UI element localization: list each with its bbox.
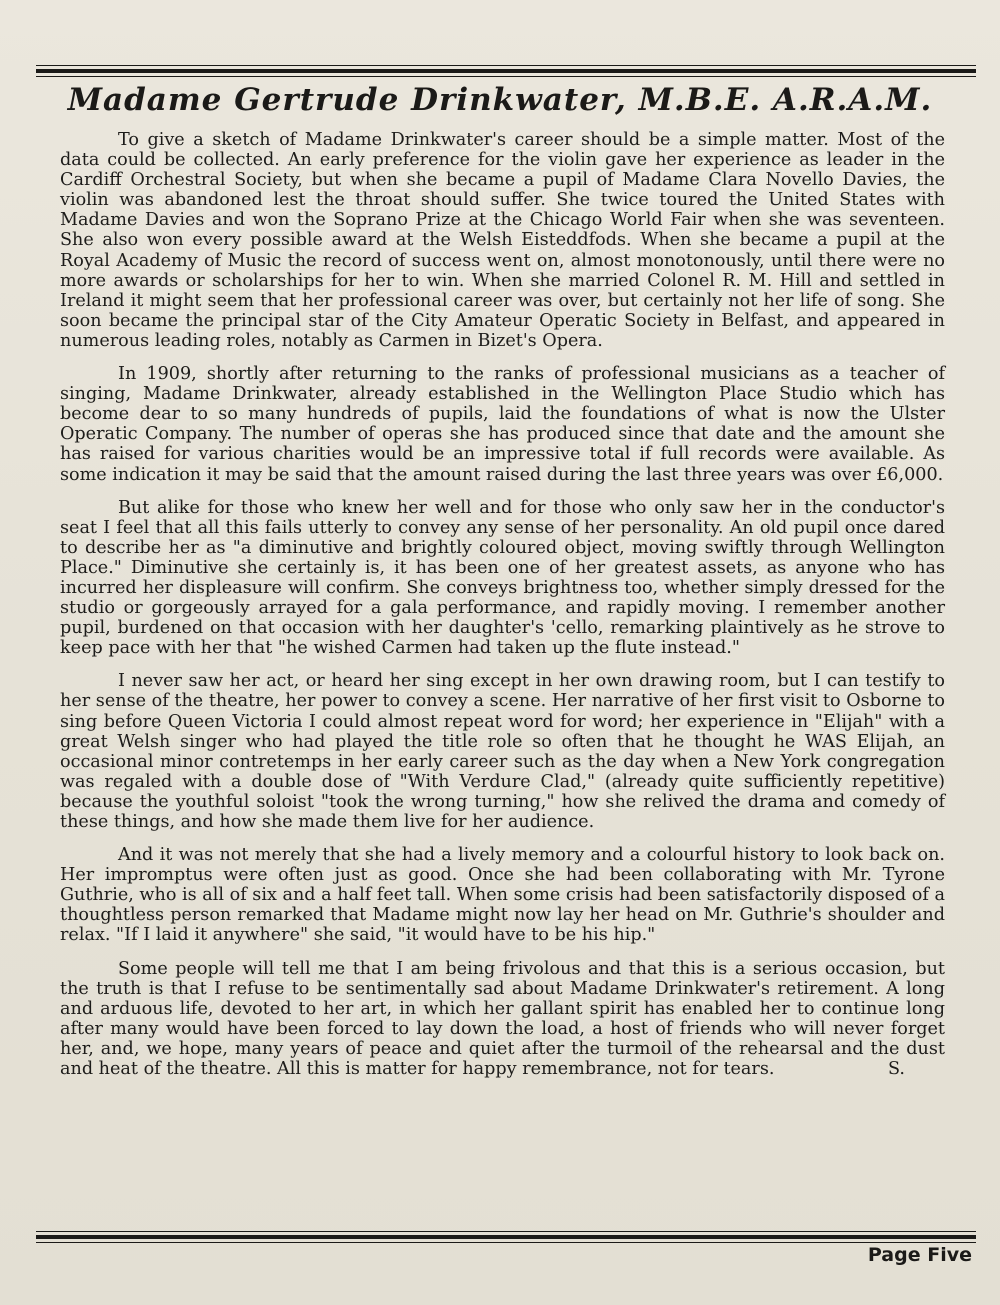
article-body xyxy=(60,130,945,1092)
paragraph-2: In 1909, shortly after returning to the ranks of professional musicians as a teacher of singing, Madame Drinkwater, already established in the Wellington Place Studio which has become dear to so many hundreds of pupils, laid the foundations of what is now the Ulster Operatic Company. The number of operas she has produced since that date and the amount she has raised for various charities would be an impressive total if full records were available. As some indication it may be said that the amount raised during the last three years was over £6,000. xyxy=(60,364,945,485)
bottom-rule xyxy=(36,1228,976,1243)
author-signature: S. xyxy=(887,1059,905,1080)
article-title: Madame Gertrude Drinkwater, M.B.E. A.R.A.M. xyxy=(67,82,933,118)
page-number: Page Five xyxy=(867,1244,972,1266)
paragraph-6-text: Some people will tell me that I am being frivolous and that this is a serious occasion, but the truth is that I refuse to be sentimentally sad about Madame Drinkwater's retirement. A long and arduous life, devoted to her art, in which her gallant spirit has enabled her to continue long after many would have been forced to lay down the load, a host of friends who will never forget her, and, we hope, many years of peace and quiet after the turmoil of the rehearsal and the dust and heat of the theatre. All this is matter for happy remembrance, not for tears. xyxy=(60,958,945,1080)
top-rule xyxy=(36,62,976,77)
paragraph-1: To give a sketch of Madame Drinkwater's career should be a simple matter. Most of the data could be collected. An early preference for the violin gave her experience as leader in the Cardiff Orchestral Society, but when she became a pupil of Madame Clara Novello Davies, the violin was abandoned lest the throat should suffer. She twice toured the United States with Madame Davies and won the Soprano Prize at the Chicago World Fair when she was seventeen. She also won every possible award at the Welsh Eisteddfods. When she became a pupil at the Royal Academy of Music the record of success went on, almost monotonously, until there were no more awards or scholarships for her to win. When she married Colonel R. M. Hill and settled in Ireland it might seem that her professional career was over, but certainly not her life of song. She soon became the principal star of the City Amateur Operatic Society in Belfast, and appeared in numerous leading roles, notably as Carmen in Bizet's Opera. xyxy=(60,130,945,351)
paragraph-6 xyxy=(60,959,945,1080)
paragraph-5: And it was not merely that she had a lively memory and a colourful history to look back on. Her impromptus were often just as good. Once she had been collaborating with Mr. Tyrone Guthrie, who is all of six and a half feet tall. When some crisis had been satisfactorily disposed of a thoughtless person remarked that Madame might now lay her head on Mr. Guthrie's shoulder and relax. "If I laid it anywhere" she said, "it would have to be his hip." xyxy=(60,845,945,946)
paragraph-4: I never saw her act, or heard her sing except in her own drawing room, but I can testify to her sense of the theatre, her power to convey a scene. Her narrative of her first visit to Osborne to sing before Queen Victoria I could almost repeat word for word; her experience in "Elijah" with a great Welsh singer who had played the title role so often that he thought he WAS Elijah, an occasional minor contretemps in her early career such as the day when a New York congregation was regaled with a double dose of "With Verdure Clad," (already quite sufficiently repetitive) because the youthful soloist "took the wrong turning," how she relived the drama and comedy of these things, and how she made them live for her audience. xyxy=(60,671,945,832)
paragraph-3: But alike for those who knew her well and for those who only saw her in the conductor's seat I feel that all this fails utterly to convey any sense of her personality. An old pupil once dared to describe her as "a diminutive and brightly coloured object, moving swiftly through Wellington Place." Diminutive she certainly is, it has been one of her greatest assets, as anyone who has incurred her displeasure will confirm. She conveys brightness too, whether simply dressed for the studio or gorgeously arrayed for a gala performance, and rapidly moving. I remember another pupil, burdened on that occasion with her daughter's 'cello, remarking plaintively as he strove to keep pace with her that "he wished Carmen had taken up the flute instead." xyxy=(60,497,945,659)
